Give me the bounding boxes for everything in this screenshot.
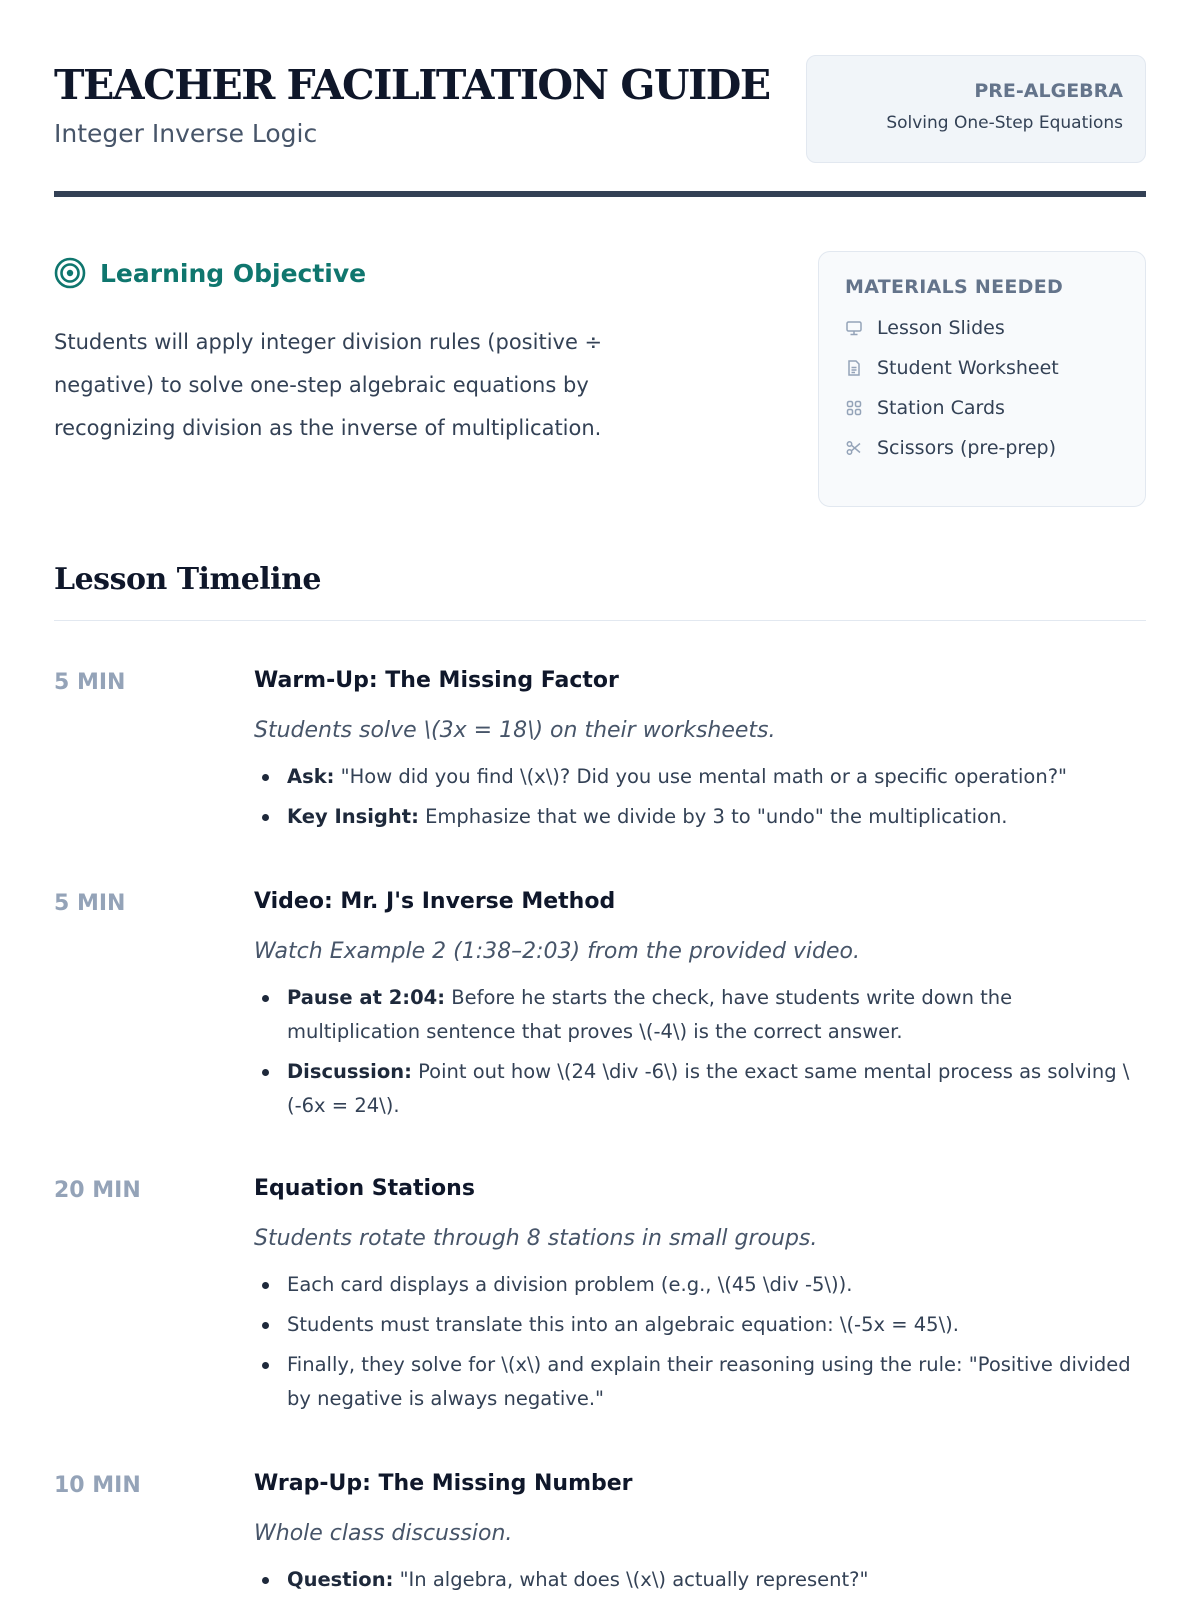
list-item	[254, 760, 1146, 794]
bullet-text: Emphasize that we divide by 3 to "undo" the multiplication.	[418, 805, 1008, 828]
material-label: Station Cards	[877, 397, 1005, 419]
header-divider	[54, 191, 1146, 197]
bullet-dot	[262, 1322, 269, 1329]
materials-title: MATERIALS NEEDED	[845, 276, 1064, 298]
list-item	[254, 800, 1146, 834]
material-label: Student Worksheet	[877, 357, 1059, 379]
bullet-dot	[262, 995, 269, 1002]
bullet-dot	[262, 1282, 269, 1289]
activity-description: Whole class discussion.	[254, 1521, 513, 1546]
bullet-label: Pause at 2:04:	[287, 986, 445, 1009]
objective-text: Students will apply integer division rules (positive ÷ negative) to solve one-step algebraic equations by recognizing division as the inverse of multiplication.	[54, 330, 603, 440]
badge-topic: Solving One-Step Equations	[886, 113, 1123, 133]
activity-bullets	[254, 760, 1146, 834]
timeline-body	[254, 1172, 1146, 1422]
grid-icon	[845, 399, 863, 417]
duration-label: 10 MIN	[54, 1473, 141, 1498]
list-item	[254, 1308, 1146, 1342]
timeline-title: Lesson Timeline	[54, 562, 321, 597]
objective-heading	[54, 255, 694, 291]
bullet-dot	[262, 1577, 269, 1584]
activity-bullets	[254, 1563, 1146, 1597]
duration-label: 5 MIN	[54, 891, 126, 916]
bullet-text: "How did you find \(x\)? Did you use mental math or a specific operation?"	[334, 765, 1068, 788]
timeline-divider	[54, 620, 1146, 621]
material-label: Scissors (pre-prep)	[877, 437, 1056, 459]
list-item	[254, 1268, 1146, 1302]
activity-bullets	[254, 1268, 1146, 1416]
list-item	[254, 1563, 1146, 1597]
timeline-body	[254, 664, 1146, 840]
badge-subject: PRE-ALGEBRA	[974, 80, 1123, 102]
learning-objective	[54, 255, 694, 450]
activity-title: Warm-Up: The Missing Factor	[254, 668, 619, 693]
bullet-dot	[262, 1069, 269, 1076]
material-item-scissors	[845, 428, 1119, 468]
bullet-text: Point out how \(24 \div -6\) is the exact same mental process as solving \(-6x = 24\).	[287, 1060, 1130, 1117]
bullet-text: Before he starts the check, have students write down the multiplication sentence that proves \(-4\) is the correct answer.	[287, 986, 1013, 1043]
material-label: Lesson Slides	[877, 317, 1005, 339]
bullet-label: Discussion:	[287, 1060, 412, 1083]
bullet-label: Ask:	[287, 765, 335, 788]
bullet-text: Students must translate this into an algebraic equation: \(-5x = 45\).	[287, 1313, 959, 1336]
timeline-body	[254, 885, 1146, 1129]
material-item-station-cards	[845, 388, 1119, 428]
list-item	[254, 1055, 1146, 1123]
bullet-label: Question:	[287, 1568, 394, 1591]
duration-label: 5 MIN	[54, 670, 126, 695]
activity-title: Video: Mr. J's Inverse Method	[254, 889, 616, 914]
bullet-dot	[262, 814, 269, 821]
course-badge	[806, 55, 1146, 163]
header	[54, 55, 1146, 200]
materials-panel	[818, 251, 1146, 507]
presentation-icon	[845, 319, 863, 337]
duration-label: 20 MIN	[54, 1178, 141, 1203]
bullet-label: Key Insight:	[287, 805, 419, 828]
bullet-text: Each card displays a division problem (e.g., \(45 \div -5\)).	[287, 1273, 853, 1296]
material-item-worksheet	[845, 348, 1119, 388]
scissors-icon	[845, 439, 863, 457]
material-item-slides	[845, 308, 1119, 348]
bullet-dot	[262, 774, 269, 781]
document-icon	[845, 359, 863, 377]
activity-description: Watch Example 2 (1:38–2:03) from the provided video.	[254, 939, 860, 964]
activity-title: Wrap-Up: The Missing Number	[254, 1471, 633, 1496]
objective-title: Learning Objective	[100, 258, 367, 288]
bullet-dot	[262, 1362, 269, 1369]
target-icon	[54, 257, 86, 289]
activity-bullets	[254, 981, 1146, 1123]
timeline-body	[254, 1467, 1146, 1603]
list-item	[254, 1348, 1146, 1416]
page-subtitle: Integer Inverse Logic	[54, 119, 318, 148]
page-title: TEACHER FACILITATION GUIDE	[54, 61, 770, 109]
activity-title: Equation Stations	[254, 1176, 475, 1201]
bullet-text: "In algebra, what does \(x\) actually represent?"	[393, 1568, 869, 1591]
activity-description: Students solve \(3x = 18\) on their worksheets.	[254, 718, 776, 743]
list-item	[254, 981, 1146, 1049]
activity-description: Students rotate through 8 stations in small groups.	[254, 1226, 818, 1251]
bullet-text: Finally, they solve for \(x\) and explain their reasoning using the rule: "Positive divided by negative is always negative."	[287, 1353, 1131, 1410]
